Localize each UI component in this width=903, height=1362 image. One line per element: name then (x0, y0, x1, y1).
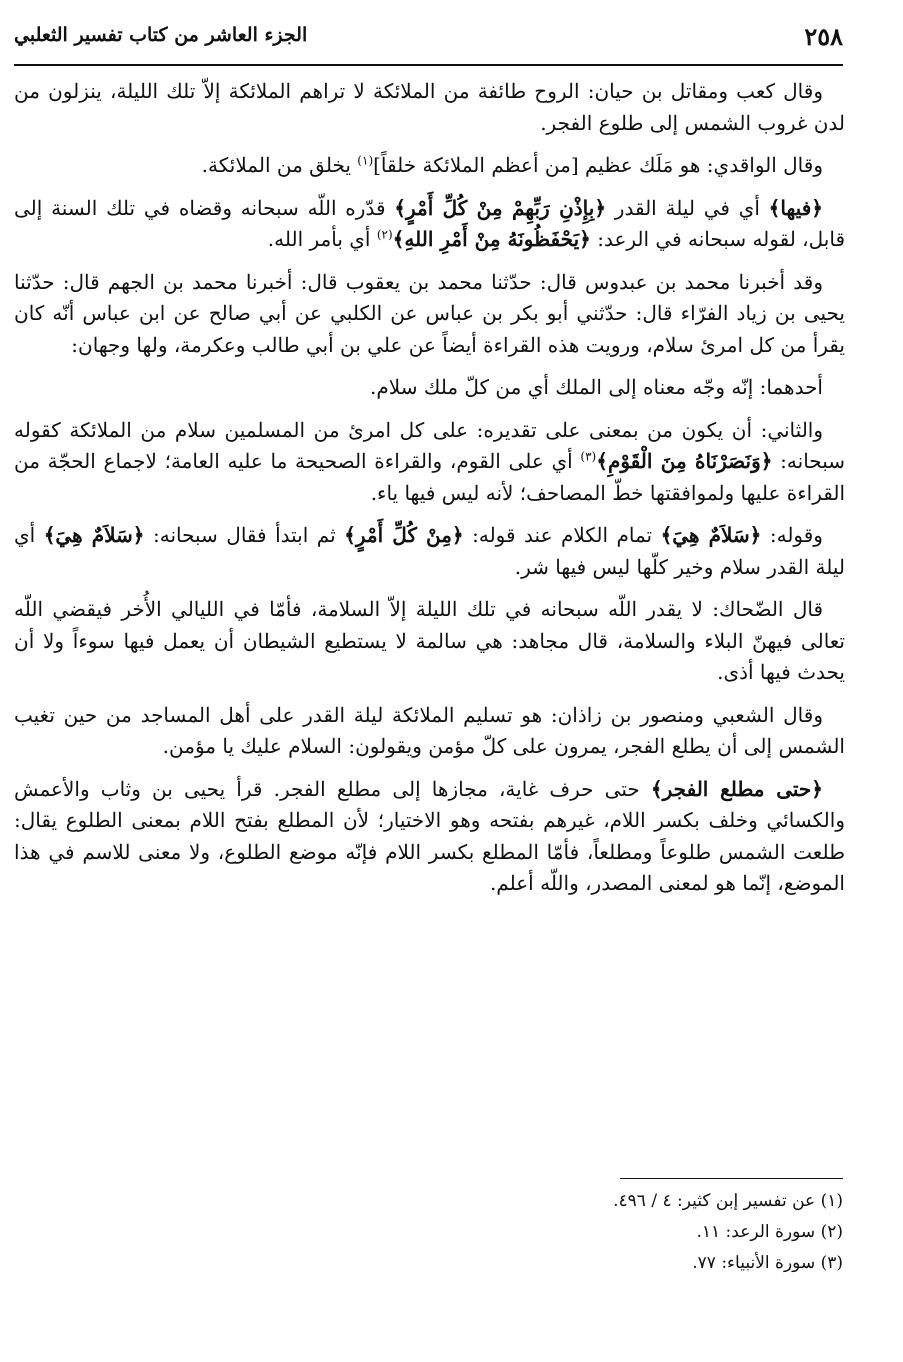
paragraph (14, 193, 845, 256)
text-run: قال الضّحاك: لا يقدر اللّه سبحانه في تلك الليلة إلاّ السلامة، فأمّا في الليالي الأُخر فيقضي اللّه تعالى فيهنّ البلاء والسلامة، قال مجاهد: هي سالمة لا يستطيع الشيطان أن يعمل فيها سوءاً ولا أن يحدث فيها أذى. (14, 597, 845, 684)
paragraph (14, 774, 845, 900)
text-run: أحدهما: إنّه وجّه معناه إلى الملك أي من كلّ ملك سلام. (370, 375, 823, 399)
quran-quote: ﴿فيها﴾ (768, 195, 823, 220)
text-run: أي ليلة القدر سلام وخير كلّها ليس فيها شر. (14, 523, 845, 579)
paragraph (14, 267, 845, 362)
paragraph (14, 415, 845, 510)
quran-quote: ﴿سَلاَمٌ هِيَ﴾ (43, 523, 145, 547)
text-run: والثاني: أن يكون من بمعنى على تقديره: على كل امرئ من المسلمين سلام من الملائكة كقوله سبحانه: (14, 417, 845, 473)
footnote-3: (٣) سورة الأنبياء: ٧٧. (692, 1253, 843, 1273)
text-run: حتى حرف غاية، مجازها إلى مطلع الفجر. قرأ يحيى بن وثاب والأعمش والكسائي وخلف بكسر اللام، غيرهم بفتحه وهو الاختيار؛ لأن المطلع بفتح اللام بمعنى الطلوع يقال: طلعت الشمس طلوعاً ومطلعاً، فأمّا المطلع بكسر اللام فإنّه موضع الطلوع، ولا معنى للاسم في هذا الموضع، إنّما هو لمعنى المصدر، واللّه أعلم. (14, 776, 845, 895)
running-title: الجزء العاشر من كتاب تفسير الثعلبي (14, 24, 308, 46)
paragraph (14, 594, 845, 689)
footnote-divider (620, 1178, 843, 1179)
text-run: أي بأمر الله. (267, 227, 377, 251)
text-run: وقال كعب ومقاتل بن حيان: الروح طائفة من الملائكة لا تراهم الملائكة إلاّ تلك الليلة، ينزلون من لدن غروب الشمس إلى طلوع الفجر. (14, 79, 845, 135)
footnote-2: (٢) سورة الرعد: ١١. (696, 1222, 843, 1242)
footnote-ref: (١) (357, 153, 374, 168)
page-number: ٢٥٨ (804, 22, 843, 51)
text-run: وقد أخبرنا محمد بن عبدوس قال: حدّثنا محمد بن يعقوب قال: أخبرنا محمد بن الجهم قال: حدّثنا يحيى بن زياد الفرّاء قال: حدّثني أبو بكر بن عباس عن الكلبي عن أبي صالح عن ابن عباس أنّه كان يقرأ من كل امرئ سلام، ورويت هذه القراءة أيضاً عن علي بن أبي طالب وعكرمة، ولها وجهان: (14, 269, 845, 357)
paragraph (14, 150, 845, 182)
quran-quote: ﴿سَلاَمٌ هِيَ﴾ (660, 523, 762, 547)
paragraph (14, 76, 845, 139)
footnote-1: (١) عن تفسير إبن كثير: ٤ / ٤٩٦. (613, 1191, 843, 1211)
paragraph (14, 520, 845, 583)
header-divider (14, 64, 843, 66)
footnote-ref: (٢) (376, 227, 393, 242)
text-run: يخلق من الملائكة. (201, 153, 358, 177)
text-run: ثم ابتدأ فقال سبحانه: (144, 523, 345, 547)
body-text (14, 76, 845, 911)
footnote-ref: (٣) (580, 449, 597, 464)
text-run: وقال الشعبي ومنصور بن زاذان: هو تسليم الملائكة ليلة القدر على أهل المساجد من حين تغيب الشمس إلى أن يطلع الفجر، يمرون على كلّ مؤمن ويقولون: السلام عليك يا مؤمن. (14, 702, 845, 758)
paragraph (14, 372, 845, 404)
quran-quote: ﴿حتى مطلع الفجر﴾ (650, 776, 824, 801)
quran-quote: ﴿وَنَصَرْنَاهُ مِنَ الْقَوْمِ﴾ (596, 449, 773, 473)
text-run: وقال الواقدي: هو مَلَك عظيم [من أعظم الملائكة خلقاً] (373, 153, 823, 177)
quran-quote: ﴿بِإِذْنِ رَبِّهِمْ مِنْ كُلِّ أَمْرٍ﴾ (394, 195, 607, 220)
text-run: قدّره اللّه سبحانه وقضاه في تلك السنة إلى قابل، لقوله سبحانه في الرعد: (14, 195, 845, 251)
page-header (14, 20, 843, 64)
quran-quote: ﴿يَحْفَظُونَهُ مِنْ أَمْرِ اللهِ﴾ (392, 227, 591, 251)
quran-quote: ﴿مِنْ كُلِّ أَمْرٍ﴾ (344, 523, 464, 547)
paragraph (14, 700, 845, 763)
text-run: أي في ليلة القدر (606, 195, 769, 220)
text-run: وقوله: (761, 523, 823, 547)
text-run: أي على القوم، والقراءة الصحيحة ما عليه العامة؛ لاجماع الحجّة من القراءة عليها ولموافقتها خطّ المصاحف؛ لأنه ليس فيها ياء. (14, 449, 845, 505)
footnotes (400, 1186, 843, 1279)
text-run: تمام الكلام عند قوله: (463, 523, 661, 547)
